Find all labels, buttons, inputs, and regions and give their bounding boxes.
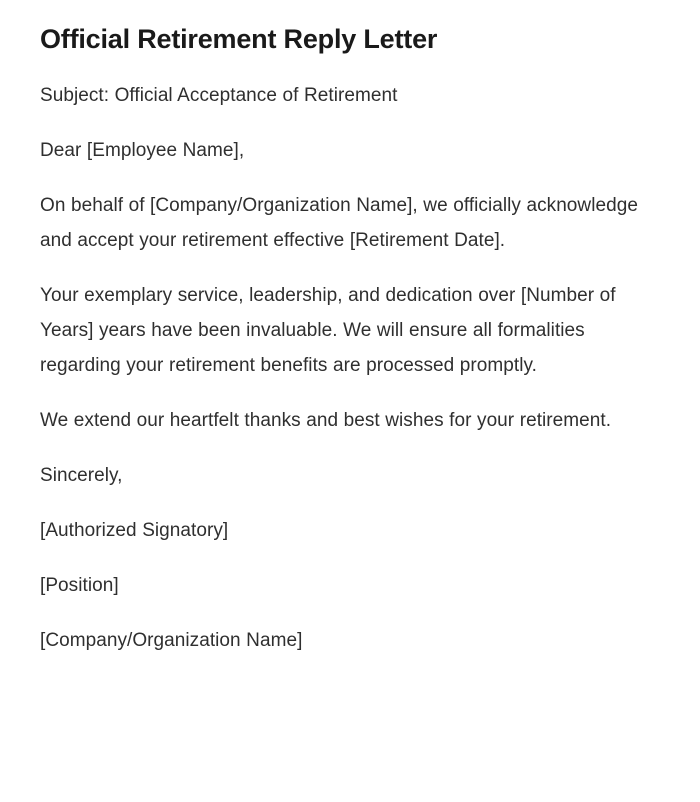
paragraph-appreciation: Your exemplary service, leadership, and dedication over [Number of Years] years have been invaluable. We will ensure all formalities regarding your retirement benefits are processed promptly. xyxy=(40,285,616,376)
paragraph-salutation: Dear [Employee Name], xyxy=(40,140,245,161)
paragraph-subject: Subject: Official Acceptance of Retirement xyxy=(40,85,398,106)
letter-body xyxy=(40,78,640,658)
paragraph-best-wishes: We extend our heartfelt thanks and best wishes for your retirement. xyxy=(40,410,612,431)
paragraph-acknowledgement: On behalf of [Company/Organization Name], we officially acknowledge and accept your retirement effective [Retirement Date]. xyxy=(40,195,638,251)
signature-company: [Company/Organization Name] xyxy=(40,630,303,651)
signature-authorized-signatory: [Authorized Signatory] xyxy=(40,520,229,541)
paragraph-closing: Sincerely, xyxy=(40,465,123,486)
page-title: Official Retirement Reply Letter xyxy=(40,24,438,54)
signature-position: [Position] xyxy=(40,575,119,596)
